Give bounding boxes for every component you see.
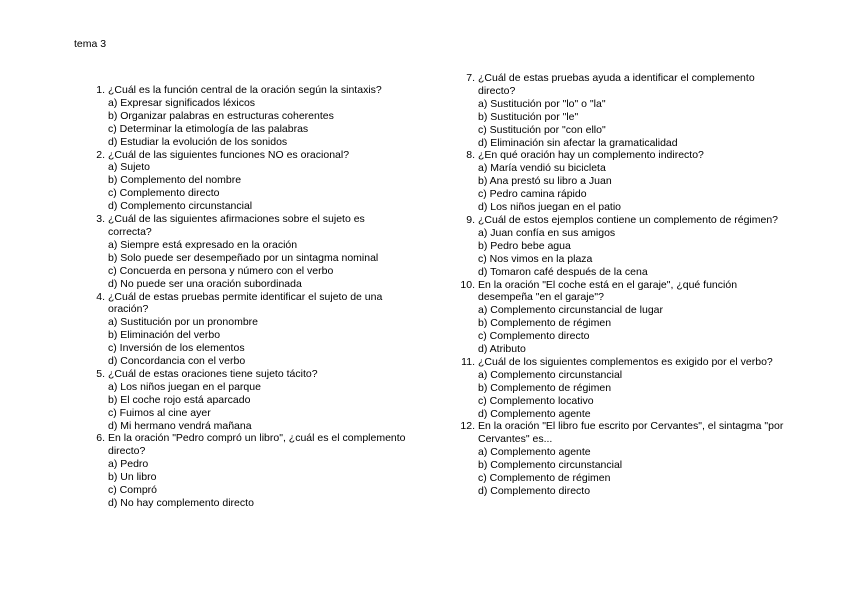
questions-column-left — [88, 84, 408, 510]
answer-option: b) Complemento circunstancial — [478, 459, 623, 472]
answer-option: d) Complemento agente — [478, 407, 591, 420]
question-number: 12. — [460, 420, 475, 433]
answer-option: a) Sustitución por un pronombre — [108, 316, 258, 329]
answer-option: d) Mi hermano vendrá mañana — [108, 419, 252, 432]
question-text: ¿Cuál de estas pruebas permite identificar el sujeto de una oración? — [108, 290, 383, 316]
answer-option: a) Juan confía en sus amigos — [478, 226, 616, 239]
question-item — [458, 149, 788, 214]
question-number: 3. — [96, 213, 105, 226]
question-number: 11. — [461, 355, 475, 368]
question-item — [458, 72, 788, 149]
questions-column-right — [458, 72, 788, 498]
answer-option: d) Eliminación sin afectar la gramaticalidad — [478, 136, 678, 149]
answer-option: b) Ana prestó su libro a Juan — [478, 175, 612, 188]
answer-option: b) El coche rojo está aparcado — [108, 393, 251, 406]
question-item — [88, 291, 408, 368]
question-item — [458, 214, 788, 279]
answer-option: d) Complemento circunstancial — [108, 200, 253, 213]
question-number: 5. — [96, 367, 105, 380]
answer-option: a) Complemento circunstancial de lugar — [478, 304, 664, 317]
answer-option: a) Expresar significados léxicos — [108, 96, 256, 109]
answer-option: b) Pedro bebe agua — [478, 239, 571, 252]
answer-option: c) Sustitución por "con ello" — [478, 123, 606, 136]
question-number: 10. — [460, 278, 475, 291]
answer-option: d) Complemento directo — [478, 485, 591, 497]
question-number: 1. — [96, 84, 105, 96]
answer-option: d) Concordancia con el verbo — [108, 355, 246, 368]
answer-option: a) Sujeto — [108, 161, 151, 174]
question-number: 4. — [96, 290, 105, 303]
answer-option: b) Sustitución por "le" — [478, 110, 579, 123]
answer-option: c) Complemento de régimen — [478, 472, 611, 485]
question-text: En la oración "El coche está en el garaje", ¿qué función desempeña "en el garaje"? — [478, 278, 738, 304]
page-title: tema 3 — [74, 38, 107, 50]
answer-option: b) Complemento del nombre — [108, 174, 242, 187]
question-item — [88, 368, 408, 433]
answer-option: c) Complemento directo — [108, 187, 220, 200]
answer-option: b) Eliminación del verbo — [108, 329, 221, 342]
answer-option: c) Complemento locativo — [478, 394, 594, 407]
question-item — [458, 420, 788, 497]
answer-option: b) Un libro — [108, 471, 157, 484]
answer-option: a) Pedro — [108, 458, 149, 471]
question-text: ¿Cuál de los siguientes complementos es exigido por el verbo? — [478, 355, 773, 368]
answer-option: b) Organizar palabras en estructuras coherentes — [108, 109, 334, 122]
answer-option: c) Fuimos al cine ayer — [108, 406, 211, 419]
question-number: 2. — [96, 148, 105, 161]
question-text: En la oración "El libro fue escrito por Cervantes", el sintagma "por Cervantes" es... — [478, 420, 784, 446]
question-text: ¿Cuál de las siguientes afirmaciones sobre el sujeto es correcta? — [108, 213, 365, 238]
answer-option: b) Complemento de régimen — [478, 317, 612, 330]
answer-option: c) Complemento directo — [478, 330, 590, 343]
question-text: ¿Cuál de las siguientes funciones NO es oracional? — [108, 148, 350, 161]
question-text: ¿Cuál de estos ejemplos contiene un complemento de régimen? — [478, 213, 779, 226]
answer-option: a) Complemento circunstancial — [478, 368, 623, 381]
answer-option: c) Inversión de los elementos — [108, 342, 245, 355]
question-item — [88, 213, 408, 290]
answer-option: c) Nos vimos en la plaza — [478, 252, 593, 265]
question-number: 9. — [466, 213, 475, 226]
answer-option: d) Los niños juegan en el patio — [478, 201, 622, 214]
question-number: 8. — [466, 149, 475, 162]
answer-option: c) Pedro camina rápido — [478, 188, 587, 201]
question-number: 6. — [96, 432, 105, 445]
question-text: En la oración "Pedro compró un libro", ¿cuál es el complemento directo? — [108, 432, 406, 458]
question-item — [88, 84, 408, 149]
question-item — [88, 432, 408, 509]
answer-option: c) Determinar la etimología de las palabras — [108, 122, 309, 135]
answer-option: d) Tomaron café después de la cena — [478, 265, 648, 278]
answer-option: c) Concuerda en persona y número con el verbo — [108, 264, 334, 277]
question-item — [458, 279, 788, 356]
answer-option: b) Complemento de régimen — [478, 381, 612, 394]
answer-option: a) Los niños juegan en el parque — [108, 380, 261, 393]
question-item — [88, 149, 408, 214]
question-text: ¿Cuál de estas oraciones tiene sujeto tácito? — [108, 367, 318, 380]
answer-option: a) Siempre está expresado en la oración — [108, 238, 298, 251]
question-text: ¿Cuál de estas pruebas ayuda a identificar el complemento directo? — [478, 72, 755, 97]
answer-option: a) Sustitución por "lo" o "la" — [478, 97, 606, 110]
question-number: 7. — [466, 72, 475, 84]
answer-option: b) Solo puede ser desempeñado por un sintagma nominal — [108, 251, 379, 264]
answer-option: d) No hay complemento directo — [108, 497, 254, 509]
answer-option: c) Compró — [108, 484, 158, 497]
question-text: ¿En qué oración hay un complemento indirecto? — [478, 149, 704, 162]
answer-option: a) María vendió su bicicleta — [478, 162, 606, 175]
answer-option: a) Complemento agente — [478, 446, 591, 459]
answer-option: d) No puede ser una oración subordinada — [108, 277, 302, 290]
answer-option: d) Atributo — [478, 343, 526, 356]
question-text: ¿Cuál es la función central de la oración según la sintaxis? — [108, 84, 382, 96]
answer-option: d) Estudiar la evolución de los sonidos — [108, 135, 288, 148]
question-item — [458, 356, 788, 421]
